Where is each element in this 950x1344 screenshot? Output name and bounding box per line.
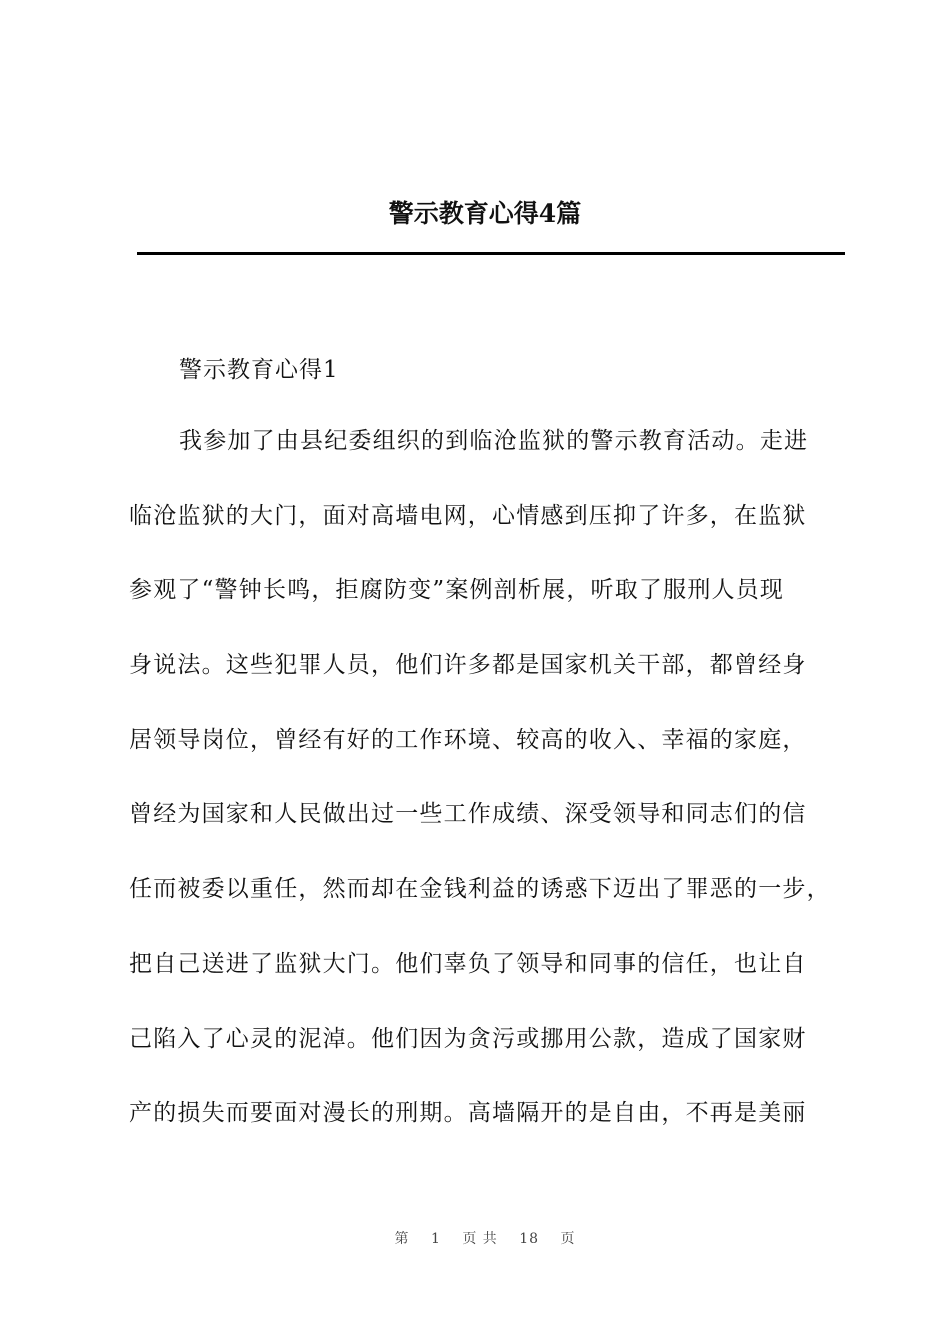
footer-label-of: 页 共 [462, 1231, 498, 1247]
paragraph-line: 我参加了由县纪委组织的到临沧监狱的警示教育活动。走进 [179, 428, 809, 454]
paragraph-line: 把自己送进了监狱大门。他们辜负了领导和同事的信任，也让自 [129, 950, 807, 977]
footer-label-page: 第 [394, 1231, 410, 1247]
document-title: 警示教育心得4篇 [388, 199, 582, 228]
paragraph-line: 己陷入了心灵的泥淖。他们因为贪污或挪用公款，造成了国家财 [129, 1025, 807, 1052]
paragraph-line: 居领导岗位，曾经有好的工作环境、较高的收入、幸福的家庭， [129, 726, 807, 753]
section-heading: 警示教育心得1 [179, 357, 339, 383]
paragraph-line: 身说法。这些犯罪人员，他们许多都是国家机关干部，都曾经身 [129, 652, 807, 679]
page-footer [0, 1228, 950, 1248]
paragraph-line: 临沧监狱的大门，面对高墙电网，心情感到压抑了许多，在监狱 [129, 502, 807, 529]
footer-current-page: 1 [430, 1231, 441, 1247]
title-divider [137, 252, 845, 255]
body-paragraph [129, 424, 849, 1171]
paragraph-line: 参观了“警钟长鸣，拒腐防变”案例剖析展，听取了服刑人员现 [129, 577, 785, 604]
footer-total-pages: 18 [519, 1231, 540, 1247]
paragraph-line: 任而被委以重任，然而却在金钱利益的诱惑下迈出了罪恶的一步， [129, 876, 831, 903]
footer-label-pages: 页 [560, 1231, 576, 1247]
paragraph-line: 产的损失而要面对漫长的刑期。高墙隔开的是自由，不再是美丽 [129, 1100, 807, 1127]
paragraph-line: 曾经为国家和人民做出过一些工作成绩、深受领导和同志们的信 [129, 801, 807, 828]
